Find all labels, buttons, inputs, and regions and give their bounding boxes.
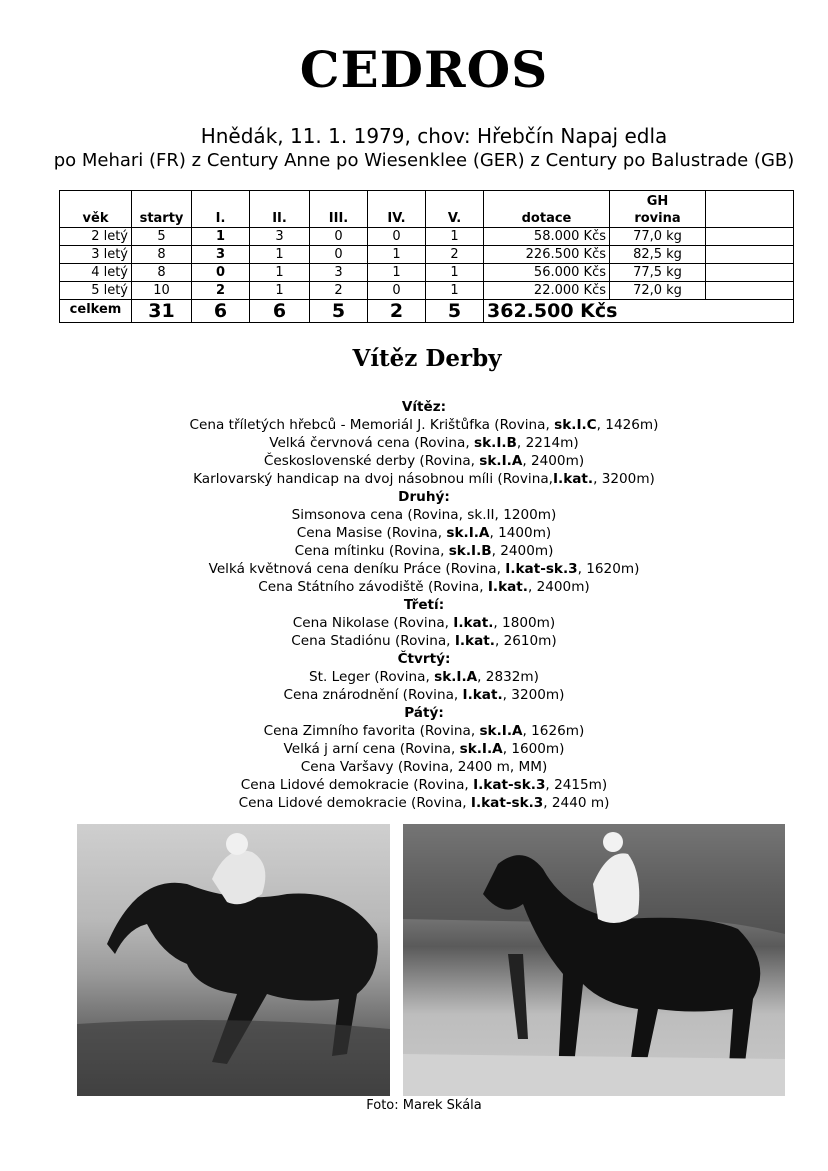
race-category: sk.I.A [446,525,490,541]
race-category: I.kat. [453,615,494,631]
cell-second: 1 [250,246,310,264]
cell-second: 3 [250,228,310,246]
race-text: Simsonova cena (Rovina, sk.II, 1200m) [291,507,557,523]
results-heading-winner: Vítěz: [401,399,447,415]
race-text: Cena Varšavy (Rovina, 2400 m, MM) [300,759,548,775]
race-category: I.kat. [462,687,503,703]
col-header-age: věk [60,191,132,228]
race-category: sk.I.B [474,435,517,451]
race-text: , 2832m) [477,669,539,685]
derby-winner-heading: Vítěz Derby [352,345,502,372]
race-text: , 1800m) [493,615,556,631]
race-category: sk.I.A [479,723,523,739]
race-text: Cena Lidové demokracie (Rovina, [238,795,471,811]
cell-starts: 8 [132,246,192,264]
race-result-line [0,452,828,470]
horse-details: Hnědák, 11. 1. 1979, chov: Hřebčín Napaj edla [200,124,668,148]
table-header-row [60,191,794,228]
race-text: , 1620m) [577,561,640,577]
race-text: Velká červnová cena (Rovina, [269,435,475,451]
race-text: , 2610m) [494,633,557,649]
cell-gh: 72,0 kg [610,282,706,300]
race-category: sk.I.A [434,669,478,685]
race-text: Velká květnová cena deníku Práce (Rovina, [208,561,506,577]
col-header-second: II. [250,191,310,228]
race-category: sk.I.A [479,453,523,469]
race-text: , 2415m) [545,777,608,793]
total-prize: 362.500 Kčs [484,300,794,323]
race-text: Cena znárodnění (Rovina, [283,687,463,703]
cell-gh: 77,0 kg [610,228,706,246]
cell-fifth: 1 [426,282,484,300]
col-header-gh [610,191,706,228]
table-row [60,282,794,300]
race-text: , 3200m) [502,687,565,703]
race-result-line [0,524,828,542]
cell-third: 0 [310,228,368,246]
race-result-line [0,614,828,632]
cell-prize: 58.000 Kčs [484,228,610,246]
race-text: , 2214m) [516,435,579,451]
cell-starts: 10 [132,282,192,300]
col-header-fifth: V. [426,191,484,228]
race-text: , 2400m) [527,579,590,595]
total-fourth: 2 [368,300,426,323]
race-text: , 2440 m) [543,795,610,811]
cell-age: 2 letý [60,228,132,246]
cell-age: 4 letý [60,264,132,282]
photo-credit: Foto: Marek Skála [366,1098,482,1113]
race-result-line [0,434,828,452]
race-category: sk.I.C [554,417,597,433]
rovina-label: rovina [634,211,681,226]
results-heading-fifth: Pátý: [404,705,444,721]
race-result-line [0,758,828,776]
cell-gh: 82,5 kg [610,246,706,264]
col-header-first: I. [192,191,250,228]
race-category: I.kat. [454,633,495,649]
results-heading-second: Druhý: [398,489,450,505]
cell-fourth: 0 [368,228,426,246]
cell-empty [706,282,794,300]
race-results-list [0,398,828,812]
pedigree-line: po Mehari (FR) z Century Anne po Wiesenklee (GER) z Century po Balustrade (GB) [53,150,795,171]
race-result-line [0,776,828,794]
race-result-line [0,470,828,488]
race-text: , 2400m) [491,543,554,559]
total-second: 6 [250,300,310,323]
table-row [60,228,794,246]
race-text: Cena Lidové demokracie (Rovina, [240,777,474,793]
cell-starts: 8 [132,264,192,282]
race-result-line [0,794,828,812]
gh-label: GH [646,194,669,209]
col-header-fourth: IV. [368,191,426,228]
cell-first: 2 [192,282,250,300]
race-text: Cena tříletých hřebců - Memoriál J. Krištůfka (Rovina, [189,417,555,433]
cell-fifth: 1 [426,264,484,282]
cell-age: 5 letý [60,282,132,300]
race-category: I.kat-sk.3 [470,795,544,811]
race-result-line [0,578,828,596]
results-heading-fourth: Čtvrtý: [397,651,451,667]
cell-fourth: 0 [368,282,426,300]
cell-empty [706,246,794,264]
table-row [60,264,794,282]
race-text: Cena Stadiónu (Rovina, [291,633,455,649]
race-result-line [0,506,828,524]
cell-first: 3 [192,246,250,264]
race-text: , 1426m) [596,417,659,433]
table-row [60,246,794,264]
race-text: , 1600m) [502,741,565,757]
cell-second: 1 [250,282,310,300]
cell-first: 0 [192,264,250,282]
table-total-row [60,300,794,323]
col-header-empty [706,191,794,228]
total-first: 6 [192,300,250,323]
race-category: I.kat-sk.3 [505,561,578,577]
cell-prize: 56.000 Kčs [484,264,610,282]
race-category: I.kat-sk.3 [473,777,546,793]
cell-fourth: 1 [368,246,426,264]
total-starts: 31 [132,300,192,323]
cell-prize: 226.500 Kčs [484,246,610,264]
race-text: Cena Zimního favorita (Rovina, [263,723,480,739]
race-category: sk.I.A [459,741,503,757]
results-heading-third: Třetí: [403,597,445,613]
race-text: , 3200m) [593,471,655,487]
horse-name-title: CEDROS [299,40,549,99]
galloping-horse-drawing [77,824,390,1096]
race-result-line [0,542,828,560]
race-result-line [0,686,828,704]
race-text: Karlovarský handicap na dvoj násobnou míli (Rovina, [193,471,553,487]
col-header-prize: dotace [484,191,610,228]
race-text: St. Leger (Rovina, [309,669,435,685]
cell-third: 3 [310,264,368,282]
cell-age: 3 letý [60,246,132,264]
cell-fourth: 1 [368,264,426,282]
race-result-line [0,668,828,686]
race-result-line [0,722,828,740]
cell-gh: 77,5 kg [610,264,706,282]
race-text: Cena Státního závodiště (Rovina, [258,579,488,595]
race-text: Cena mítinku (Rovina, [294,543,449,559]
race-text: Československé derby (Rovina, [263,453,480,469]
race-result-line [0,560,828,578]
cell-third: 2 [310,282,368,300]
cell-second: 1 [250,264,310,282]
race-category: I.kat. [487,579,528,595]
cell-empty [706,228,794,246]
cell-starts: 5 [132,228,192,246]
race-category: sk.I.B [448,543,492,559]
photo-horse-galloping [77,824,390,1096]
total-third: 5 [310,300,368,323]
cell-fifth: 1 [426,228,484,246]
cell-prize: 22.000 Kčs [484,282,610,300]
race-text: Cena Nikolase (Rovina, [292,615,454,631]
race-result-line [0,740,828,758]
col-header-third: III. [310,191,368,228]
race-text: , 1400m) [489,525,552,541]
total-fifth: 5 [426,300,484,323]
standing-horse-drawing [403,824,785,1096]
col-header-starts: starty [132,191,192,228]
race-text: , 1626m) [522,723,585,739]
photo-horse-standing [403,824,785,1096]
race-text: Velká j arní cena (Rovina, [283,741,460,757]
race-result-line [0,632,828,650]
race-category: I.kat. [552,471,594,487]
total-label: celkem [60,300,132,323]
race-result-line [0,416,828,434]
cell-empty [706,264,794,282]
race-text: , 2400m) [522,453,585,469]
cell-first: 1 [192,228,250,246]
cell-third: 0 [310,246,368,264]
cell-fifth: 2 [426,246,484,264]
race-statistics-table [59,190,794,323]
race-text: Cena Masise (Rovina, [296,525,447,541]
